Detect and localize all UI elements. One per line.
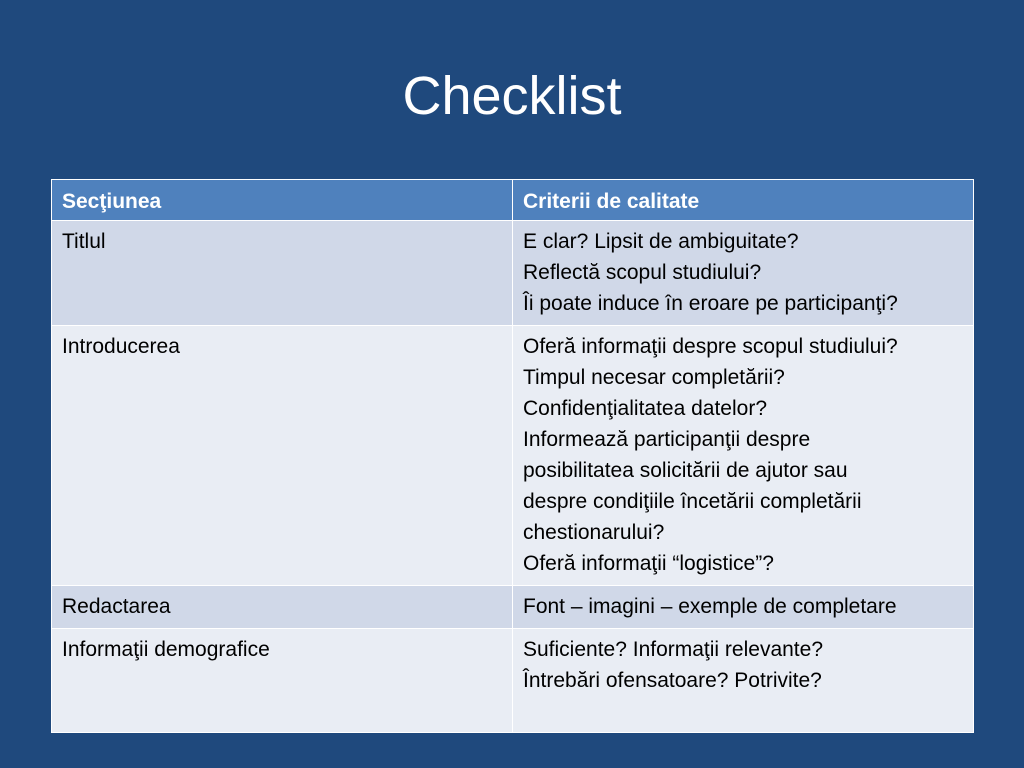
section-cell: Titlul: [52, 221, 513, 326]
column-header-section: Secţiunea: [52, 180, 513, 221]
table-row: [52, 221, 974, 326]
criteria-line: Confidenţialitatea datelor?: [523, 397, 768, 420]
criteria-line: Oferă informaţii despre scopul studiului?: [523, 335, 898, 358]
criteria-line: Reflectă scopul studiului?: [523, 261, 762, 284]
table-row: [52, 629, 974, 733]
criteria-cell: [513, 221, 974, 326]
criteria-line: posibilitatea solicitării de ajutor sau: [523, 459, 848, 482]
criteria-cell: [513, 586, 974, 629]
criteria-cell: [513, 326, 974, 586]
table-row: [52, 326, 974, 586]
criteria-line: chestionarului?: [523, 521, 665, 544]
criteria-cell: [513, 629, 974, 733]
column-header-criteria: Criterii de calitate: [513, 180, 974, 221]
criteria-line: Font – imagini – exemple de completare: [523, 595, 897, 618]
criteria-line: Informează participanţii despre: [523, 428, 811, 451]
table-row: [52, 586, 974, 629]
section-cell: Redactarea: [52, 586, 513, 629]
section-cell: Informaţii demografice: [52, 629, 513, 733]
criteria-line: despre condiţiile încetării completării: [523, 490, 862, 513]
checklist-table: [51, 179, 974, 733]
slide-title: Checklist: [402, 66, 622, 126]
criteria-line: Timpul necesar completării?: [523, 366, 785, 389]
table-header-row: [52, 180, 974, 221]
criteria-line: E clar? Lipsit de ambiguitate?: [523, 230, 799, 253]
criteria-line: Întrebări ofensatoare? Potrivite?: [523, 669, 822, 692]
criteria-line: Suficiente? Informaţii relevante?: [523, 638, 823, 661]
section-cell: Introducerea: [52, 326, 513, 586]
criteria-line: Îi poate induce în eroare pe participanţi?: [523, 292, 898, 315]
criteria-line: Oferă informaţii “logistice”?: [523, 552, 774, 575]
